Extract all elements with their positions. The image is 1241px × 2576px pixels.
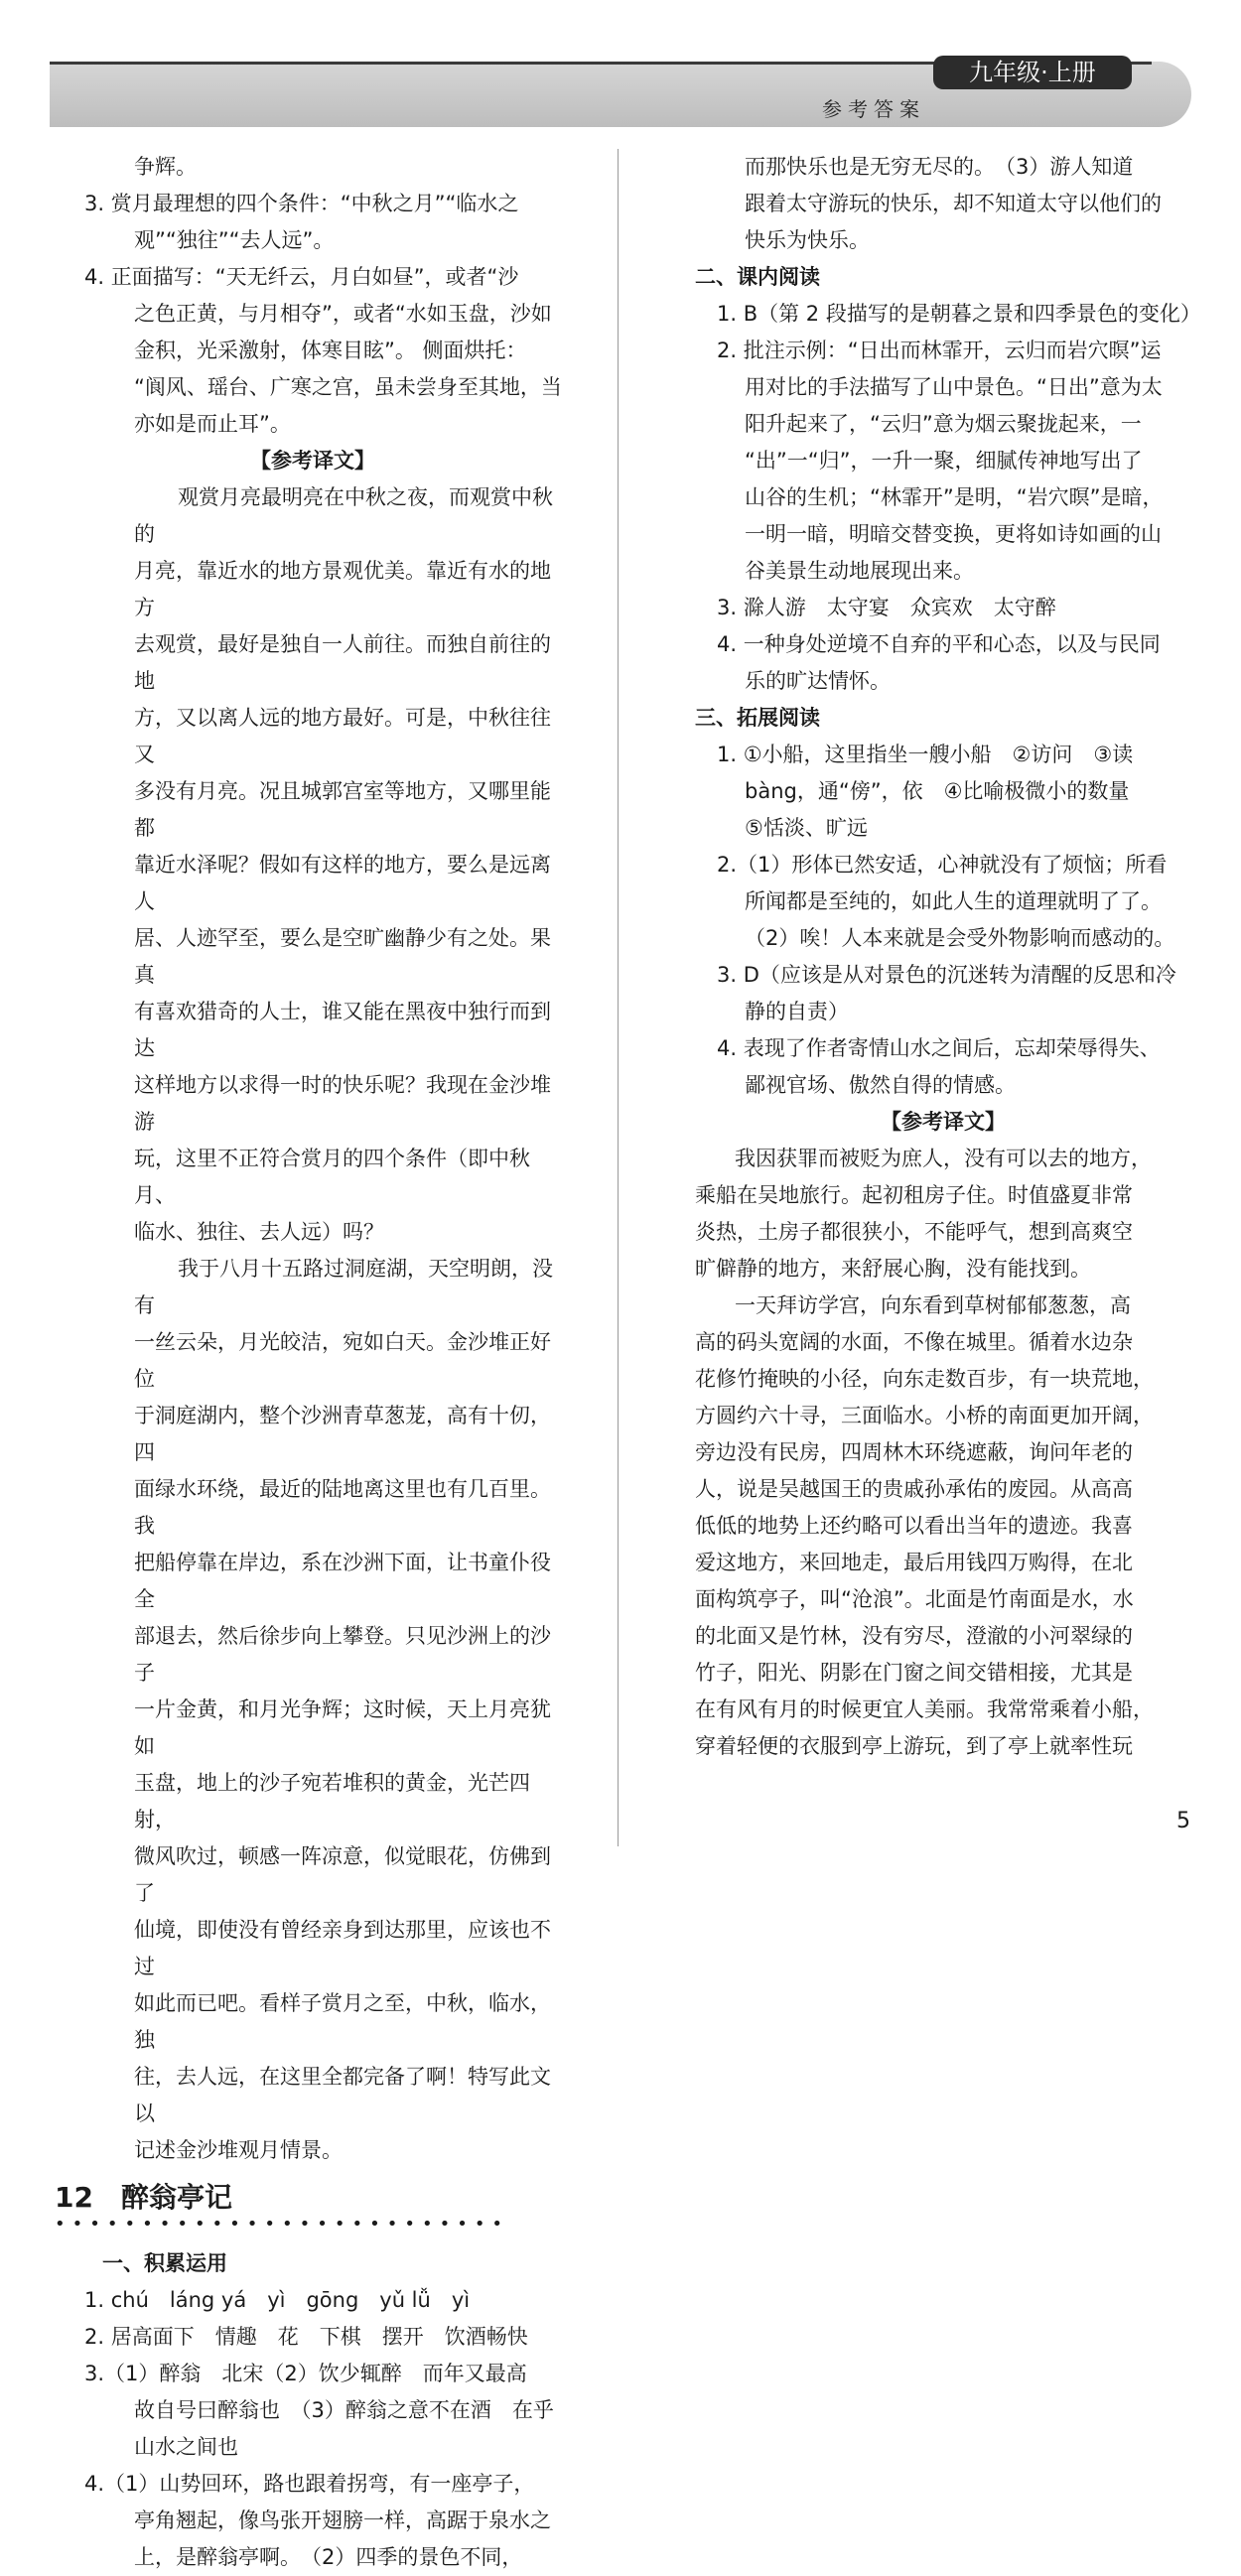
text-line: 人，说是吴越国王的贵戚孙承佑的废园。从高高 — [695, 1477, 1133, 1501]
text-line: 一片金黄，和月光争辉；这时候，天上月亮犹如 — [134, 1697, 551, 1758]
text-line: 月亮，靠近水的地方景观优美。靠近有水的地方 — [134, 559, 551, 619]
text-line: 之色正黄，与月相夺”，或者“水如玉盘，沙如 — [134, 302, 552, 326]
text-line: 3.（1）醉翁 北宋（2）饮少辄醉 而年又最高 — [84, 2362, 527, 2385]
text-line: 爱这地方，来回地走，最后用钱四万购得，在北 — [695, 1551, 1133, 1574]
text-line: 方圆约六十寻，三面临水。小桥的南面更加开阔， — [695, 1404, 1154, 1427]
text-line: bàng，通“傍”，依 ④比喻极微小的数量 — [745, 779, 1130, 803]
text-line: 3. 赏月最理想的四个条件：“中秋之月”“临水之 — [84, 192, 519, 215]
text-line: 而那快乐也是无穷无尽的。 （3）游人知道 — [745, 155, 1134, 179]
text-line: 用对比的手法描写了山中景色。“日出”意为太 — [745, 375, 1163, 399]
text-line: 临水、独往、去人远）吗？ — [134, 1220, 384, 1244]
grade-label: 九年级·上册 — [933, 56, 1132, 89]
text-line: 玉盘，地上的沙子宛若堆积的黄金，光芒四射， — [134, 1771, 530, 1831]
text-line: 乐的旷达情怀。 — [745, 669, 891, 693]
text-line: 我因获罪而被贬为庶人，没有可以去的地方， — [735, 1147, 1152, 1170]
text-line: 4. 一种身处逆境不自弃的平和心态，以及与民同 — [717, 632, 1161, 656]
text-line: 一明一暗，明暗交替变换，更将如诗如画的山 — [745, 522, 1162, 546]
text-line: 往，去人远，在这里全都完备了啊！特写此文以 — [134, 2065, 551, 2125]
text-line: 1. ①小船，这里指坐一艘小船 ②访问 ③读 — [717, 743, 1134, 766]
text-line: 方，又以离人远的地方最好。可是，中秋往往又 — [134, 706, 551, 766]
text-line: 3. D（应该是从对景色的沉迷转为清醒的反思和冷 — [717, 963, 1176, 987]
text-line: 炎热，土房子都很狭小，不能呼气，想到高爽空 — [695, 1220, 1133, 1244]
right-answers-top — [695, 149, 1191, 259]
text-line: 谷美景生动地展现出来。 — [745, 559, 974, 583]
text-line: 4. 正面描写：“天无纤云，月白如昼”，或者“沙 — [84, 265, 519, 289]
text-line: 观”“独往”“去人远”。 — [134, 228, 335, 252]
text-line: 低低的地势上还约略可以看出当年的遗迹。我喜 — [695, 1514, 1133, 1538]
text-line: 旷僻静的地方，来舒展心胸，没有能找到。 — [695, 1257, 1091, 1281]
text-line: 穿着轻便的衣服到亭上游玩，到了亭上就率性玩 — [695, 1734, 1133, 1758]
text-line: 于洞庭湖内，整个沙洲青草葱茏，高有十仞，四 — [134, 1404, 551, 1464]
text-line: 微风吹过，顿感一阵凉意，似觉眼花，仿佛到了 — [134, 1844, 551, 1905]
text-line: 山水之间也 — [134, 2435, 238, 2459]
text-line: 上，是醉翁亭啊。 （2）四季的景色不同， — [134, 2545, 523, 2569]
section-inclass: 二、课内阅读 — [695, 265, 820, 289]
text-line: 3. 滁人游 太守宴 众宾欢 太守醉 — [717, 596, 1056, 619]
text-line: 我于八月十五路过洞庭湖，天空明朗，没有 — [134, 1257, 553, 1317]
text-line: 去观赏，最好是独自一人前往。而独自前往的地 — [134, 632, 551, 693]
ref-title-right: 【参考译文】 — [881, 1110, 1006, 1134]
column-divider — [618, 149, 619, 1846]
text-line: 乘船在吴地旅行。起初租房子住。时值盛夏非常 — [695, 1183, 1133, 1207]
text-line: 亦如是而止耳”。 — [134, 412, 291, 436]
text-line: 亭角翘起，像鸟张开翅膀一样，高踞于泉水之 — [134, 2508, 551, 2532]
right-column — [695, 149, 1201, 1765]
text-line: ⑤恬淡、旷远 — [745, 816, 868, 840]
header-subtitle: 参考答案 — [822, 97, 925, 121]
text-line: 部退去，然后徐步向上攀登。只见沙洲上的沙子 — [134, 1624, 551, 1685]
text-line: 2.（1）形体已然安适，心神就没有了烦恼；所看 — [717, 853, 1168, 877]
text-line: 金积，光采激射，体寒目眩”。 侧面烘托： — [134, 339, 527, 362]
text-line: 跟着太守游玩的快乐，却不知道太守以他们的 — [745, 192, 1162, 215]
text-line: 高的码头宽阔的水面，不像在城里。循着水边杂 — [695, 1330, 1133, 1354]
text-line: 2. 居高面下 情趣 花 下棋 摆开 饮酒畅快 — [84, 2325, 528, 2349]
text-line: 面构筑亭子，叫“沧浪”。北面是竹南面是水，水 — [695, 1587, 1134, 1611]
text-line: 1. B（第 2 段描写的是朝暮之景和四季景色的变化） — [717, 302, 1201, 326]
text-line: 的北面又是竹林，没有穷尽，澄澈的小河翠绿的 — [695, 1624, 1133, 1648]
text-line: 面绿水环绕，最近的陆地离这里也有几百里。我 — [134, 1477, 551, 1538]
text-line: 玩，这里不正符合赏月的四个条件（即中秋月、 — [134, 1147, 530, 1207]
text-line: 观赏月亮最明亮在中秋之夜，而观赏中秋的 — [134, 485, 553, 546]
text-line: 旁边没有民房，四周林木环绕遮蔽，询问年老的 — [695, 1440, 1133, 1464]
text-line: 在有风有月的时候更宜人美丽。我常常乘着小船， — [695, 1697, 1154, 1721]
text-line: 鄙视官场、傲然自得的情感。 — [745, 1073, 1016, 1097]
section-extended: 三、拓展阅读 — [695, 706, 820, 730]
ref-title-left: 【参考译文】 — [250, 449, 375, 473]
text-line: 静的自责） — [745, 1000, 849, 1023]
text-line: 一丝云朵，月光皎洁，宛如白天。金沙堆正好位 — [134, 1330, 551, 1391]
extended-answers — [695, 737, 1191, 1104]
left-answers — [55, 149, 571, 443]
text-line: 故自号曰醉翁也 （3）醉翁之意不在酒 在乎 — [134, 2398, 554, 2422]
text-line: 山谷的生机；“林霏开”是明，“岩穴暝”是暗， — [745, 485, 1164, 509]
text-line: 这样地方以求得一时的快乐呢？我现在金沙堆游 — [134, 1073, 551, 1134]
text-line: 4.（1）山势回环，路也跟着拐弯，有一座亭子， — [84, 2472, 535, 2496]
text-line: 靠近水泽呢？假如有这样的地方，要么是远离人 — [134, 853, 551, 913]
text-line: 记述金沙堆观月情景。 — [134, 2138, 343, 2162]
text-line: 多没有月亮。况且城郭宫室等地方，又哪里能都 — [134, 779, 551, 840]
text-line: 1. chú láng yá yì gōng yǔ lǚ yì — [84, 2288, 471, 2312]
text-line: 2. 批注示例：“日出而林霏开，云归而岩穴暝”运 — [717, 339, 1162, 362]
left-translation — [55, 479, 571, 2169]
lesson-dots: •••••••••••••••••••••••••• — [55, 2214, 510, 2235]
lesson-title: 12 醉翁亭记 — [55, 2181, 232, 2214]
text-line: “出”一“归”，一升一聚，细腻传神地写出了 — [745, 449, 1143, 473]
inclass-answers — [695, 296, 1201, 700]
left-column — [55, 149, 571, 2576]
section-accumulate: 一、积累运用 — [102, 2251, 227, 2275]
text-line: 争辉。 — [134, 155, 197, 179]
text-line: 花修竹掩映的小径，向东走数百步，有一块荒地， — [695, 1367, 1154, 1391]
text-line: 一天拜访学宫，向东看到草树郁郁葱葱，高 — [735, 1293, 1131, 1317]
right-translation — [695, 1141, 1191, 1765]
text-line: 所闻都是至纯的，如此人生的道理就明了了。 — [745, 889, 1162, 913]
text-line: 居、人迹罕至，要么是空旷幽静少有之处。果真 — [134, 926, 551, 987]
text-line: 快乐为快乐。 — [745, 228, 870, 252]
lesson-answers — [55, 2282, 571, 2576]
text-line: 把船停靠在岸边，系在沙洲下面，让书童仆役全 — [134, 1551, 551, 1611]
text-line: 竹子，阳光、阴影在门窗之间交错相接，尤其是 — [695, 1661, 1133, 1685]
text-line: 阳升起来了，“云归”意为烟云聚拢起来，一 — [745, 412, 1142, 436]
text-line: “阆风、瑶台、广寒之宫，虽未尝身至其地，当 — [134, 375, 562, 399]
text-line: 4. 表现了作者寄情山水之间后，忘却荣辱得失、 — [717, 1036, 1161, 1060]
page-number: 5 — [1176, 1809, 1190, 1833]
text-line: （2）唉！人本来就是会受外物影响而感动的。 — [745, 926, 1175, 950]
text-line: 仙境，即使没有曾经亲身到达那里，应该也不过 — [134, 1918, 551, 1978]
text-line: 有喜欢猎奇的人士，谁又能在黑夜中独行而到达 — [134, 1000, 551, 1060]
text-line: 如此而已吧。看样子赏月之至，中秋，临水，独 — [134, 1991, 551, 2052]
